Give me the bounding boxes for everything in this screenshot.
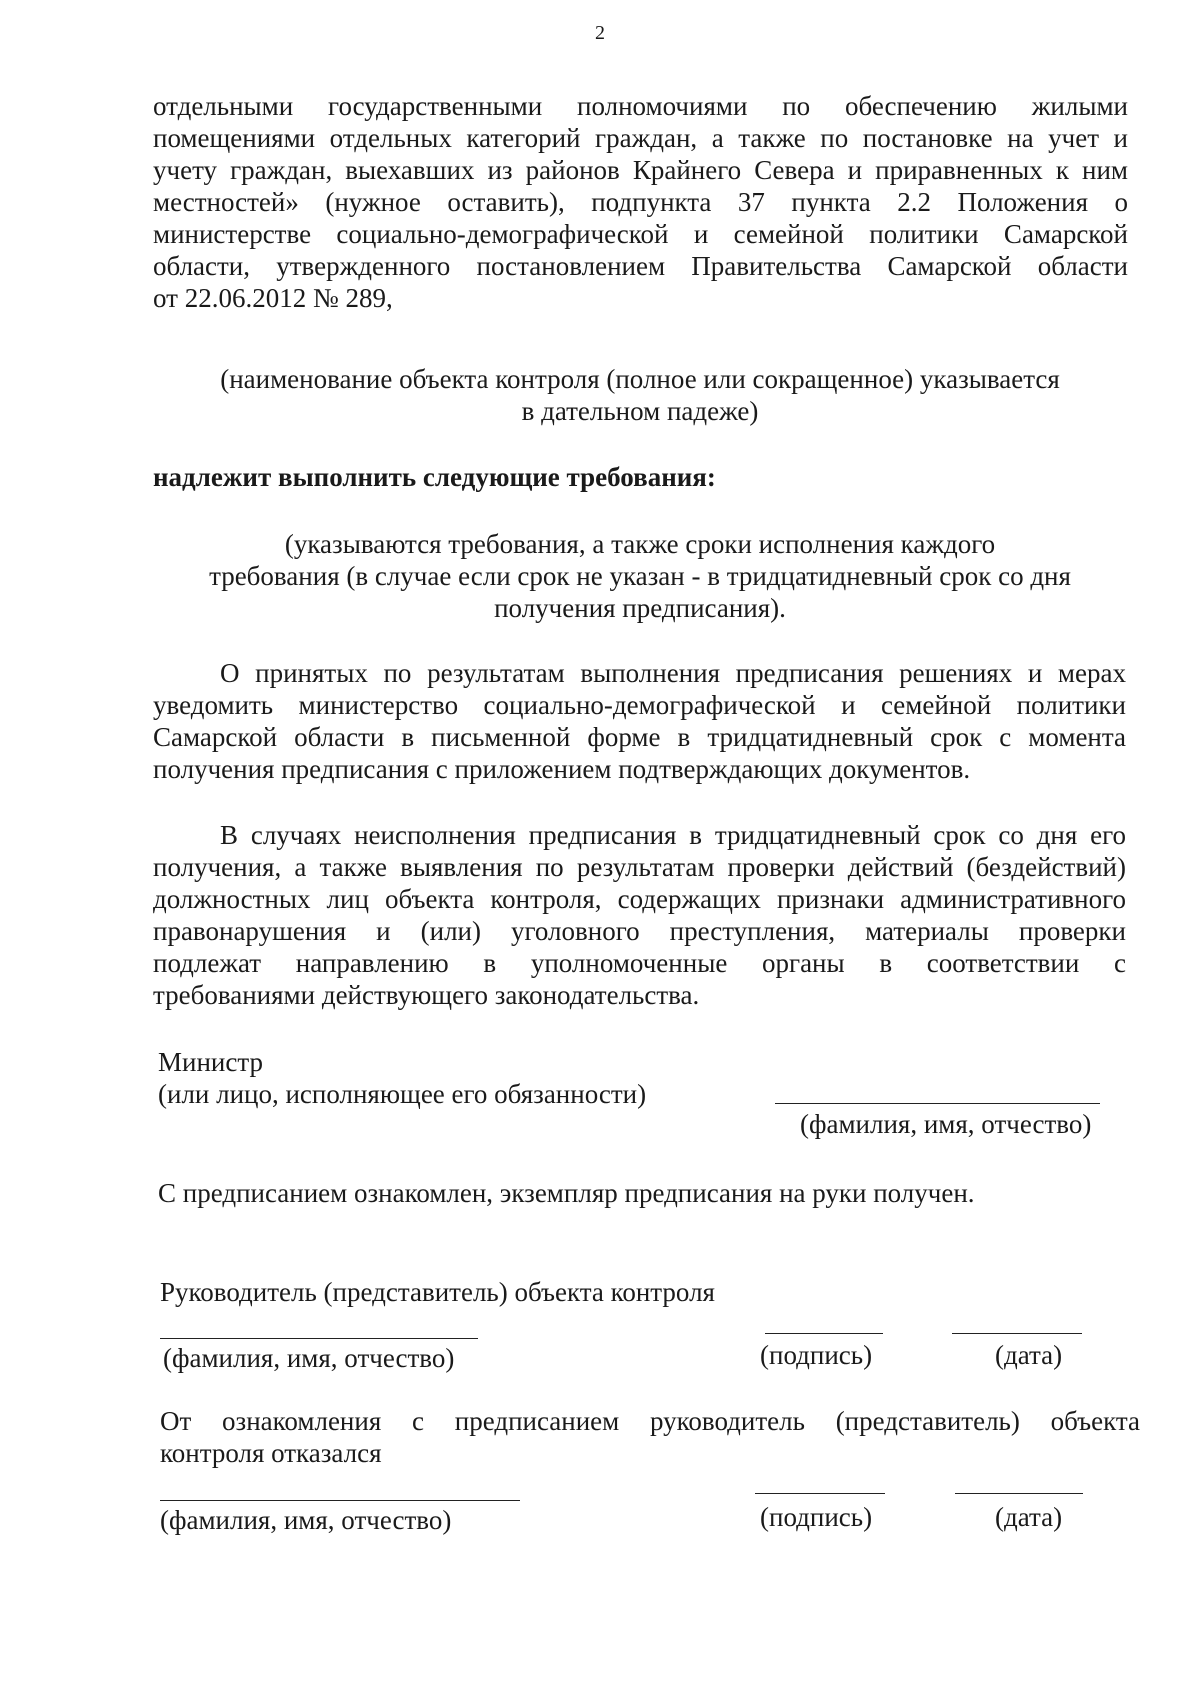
requirements-hint-line: (указываются требования, а также сроки исполнения каждого: [284, 529, 996, 559]
head-label: Руководитель (представитель) объекта контроля: [160, 1277, 715, 1307]
paragraph-line: правонарушения и (или) уголовного преступления, материалы проверки: [153, 916, 1126, 946]
page-number: 2: [595, 22, 605, 44]
fio-label: (фамилия, имя, отчество): [160, 1505, 452, 1535]
requirements-hint-line: получения предписания).: [494, 593, 786, 623]
requirements-heading: надлежит выполнить следующие требования:: [153, 462, 716, 492]
paragraph-line: должностных лиц объекта контроля, содержащих признаки административного: [153, 884, 1126, 914]
minister-title: Министр: [158, 1047, 263, 1077]
paragraph-line: от 22.06.2012 № 289,: [153, 283, 393, 313]
minister-signature-line: [775, 1103, 1100, 1104]
paragraph-line: министерстве социально-демографической и семейной политики Самарской: [153, 219, 1128, 249]
fio-label: (фамилия, имя, отчество): [163, 1343, 455, 1373]
paragraph-line: подлежат направлению в уполномоченные органы в соответствии с: [153, 948, 1126, 978]
paragraph-line: требованиями действующего законодательства.: [153, 980, 700, 1010]
paragraph-line: В случаях неисполнения предписания в тридцатидневный срок со дня его: [220, 820, 1126, 850]
refused-line: контроля отказался: [160, 1438, 382, 1468]
acquainted-statement: С предписанием ознакомлен, экземпляр предписания на руки получен.: [158, 1178, 975, 1208]
signature-label: (подпись): [760, 1502, 873, 1532]
object-hint-line: в дательном падеже): [521, 396, 759, 426]
paragraph-line: получения, а также выявления по результатам проверки действий (бездействий): [153, 852, 1126, 882]
paragraph-line: Самарской области в письменной форме в тридцатидневный срок с момента: [153, 722, 1126, 752]
signature-label: (подпись): [760, 1340, 873, 1370]
date-line: [952, 1333, 1082, 1334]
paragraph-line: отдельными государственными полномочиями по обеспечению жилыми: [153, 91, 1128, 121]
signature-line: [755, 1493, 885, 1494]
fio-line: [160, 1338, 478, 1339]
paragraph-line: учету граждан, выехавших из районов Крайнего Севера и приравненных к ним: [153, 155, 1128, 185]
object-hint-line: (наименование объекта контроля (полное или сокращенное) указывается: [220, 364, 1060, 394]
refused-line: От ознакомления с предписанием руководитель (представитель) объекта: [160, 1406, 1140, 1436]
paragraph-line: уведомить министерство социально-демографической и семейной политики: [153, 690, 1126, 720]
paragraph-line: местностей» (нужное оставить), подпункта 37 пункта 2.2 Положения о: [153, 187, 1128, 217]
requirements-hint-line: требования (в случае если срок не указан - в тридцатидневный срок со дня: [209, 561, 1071, 591]
signature-line: [765, 1333, 883, 1334]
date-line: [955, 1493, 1083, 1494]
date-label: (дата): [995, 1502, 1063, 1532]
paragraph-line: получения предписания с приложением подтверждающих документов.: [153, 754, 971, 784]
paragraph-line: области, утвержденного постановлением Правительства Самарской области: [153, 251, 1128, 281]
fio-line: [160, 1500, 520, 1501]
paragraph-line: О принятых по результатам выполнения предписания решениях и мерах: [220, 658, 1126, 688]
minister-fio-label: (фамилия, имя, отчество): [800, 1109, 1092, 1139]
date-label: (дата): [995, 1340, 1063, 1370]
minister-subtitle: (или лицо, исполняющее его обязанности): [158, 1079, 647, 1109]
paragraph-line: помещениями отдельных категорий граждан, а также по постановке на учет и: [153, 123, 1128, 153]
